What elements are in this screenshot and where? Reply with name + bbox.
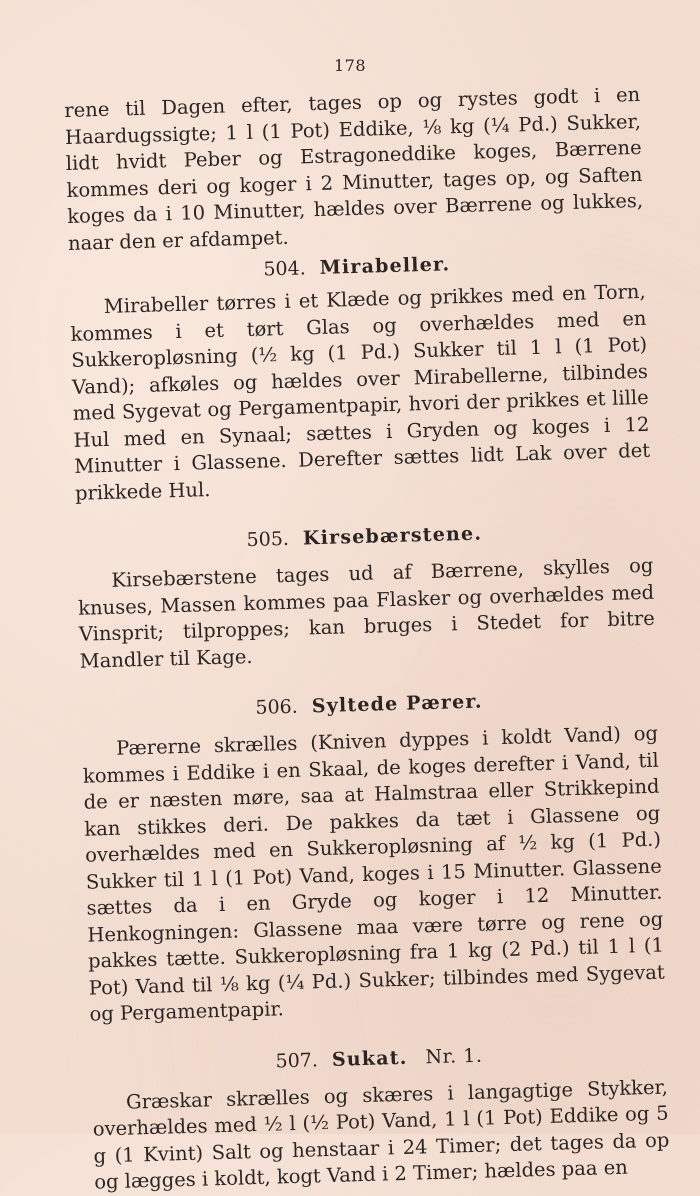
- recipe-text-505: Kirsebærstene tages ud af Bærrene, skylles og knuses, Massen kommes paa Flasker og overhældes med Vinsprit; tilproppes; kan bruges i Stedet for bitre Mandler til Kage.: [77, 553, 656, 673]
- recipe-heading-506: [81, 683, 658, 727]
- recipe-number: 505.: [246, 527, 290, 552]
- recipe-title: Sukat.: [331, 1046, 408, 1071]
- recipe-subtitle: Nr. 1.: [425, 1044, 483, 1068]
- recipe-title: Syltede Pærer.: [311, 690, 483, 718]
- recipe-number: 504.: [263, 257, 307, 281]
- intro-paragraph: rene til Dagen efter, tages op og rystes godt i en Haardugssigte; 1 l (1 Pot) Eddike, ⅛ kg (¼ Pd.) Sukker, lidt hvidt Peber og Estragoneddike koges, Bærrene kommes deri og koger i 2 Minutter, tages op, og Saften koges da i 10 Minutter, hældes over Bærrene og lukkes, naar den er afdampet.: [64, 82, 644, 255]
- recipe-text-504: Mirabeller tørres i et Klæde og prikkes med en Torn, kommes i et tørt Glas og overhældes med en Sukkeropløsning (½ kg (1 Pd.) Sukker til 1 l (1 Pot) Vand); afkøles og hældes over Mirabellerne, tilbindes med Sygevat og Pergamentpapir, hvori der prikkes et lille Hul med en Synaal; sættes i Gryden og koges i 12 Minutter i Glassene. Derefter sættes lidt Lak over det prikkede Hul.: [70, 279, 651, 505]
- recipe-text-507: Græskar skrælles og skæres i langagtige Stykker, overhældes med ½ l (½ Pot) Vand, 1 l (1 Pot) Eddike og 5 g (1 Kvint) Salt og henstaar i 24 Timer; det tages da op og lægges i koldt, kogt Vand i 2 Timer; hældes paa en: [92, 1075, 670, 1194]
- recipe-text-506: Pærerne skrælles (Kniven dyppes i koldt Vand) og kommes i Eddike i en Skaal, de koges derefter i Vand, til de er næsten møre, saa at Halmstraa eller Strikkepind kan stikkes deri. De pakkes da tæt i Glassene og overhældes med en Sukkeropløsning af ½ kg (1 Pd.) Sukker til 1 l (1 Pot) Vand, koges i 15 Minutter. Glassene sættes da i en Gryde og koger i 12 Minutter. Henkogningen: Glassene maa være tørre og rene og pakkes tætte. Sukkeropløsning fra 1 kg (2 Pd.) til 1 l (1 Pot) Vand til ⅛ kg (¼ Pd.) Sukker; tilbindes med Sygevat og Pergamentpapir.: [82, 721, 665, 1026]
- recipe-number: 507.: [275, 1048, 319, 1072]
- recipe-heading-505: [76, 515, 653, 559]
- page-number: 178: [333, 56, 367, 75]
- recipe-number: 506.: [255, 695, 299, 719]
- recipe-title: Mirabeller.: [319, 253, 451, 279]
- page-body: [64, 82, 670, 1196]
- recipe-heading-507: [91, 1036, 668, 1080]
- recipe-title: Kirsebærstene.: [302, 522, 483, 550]
